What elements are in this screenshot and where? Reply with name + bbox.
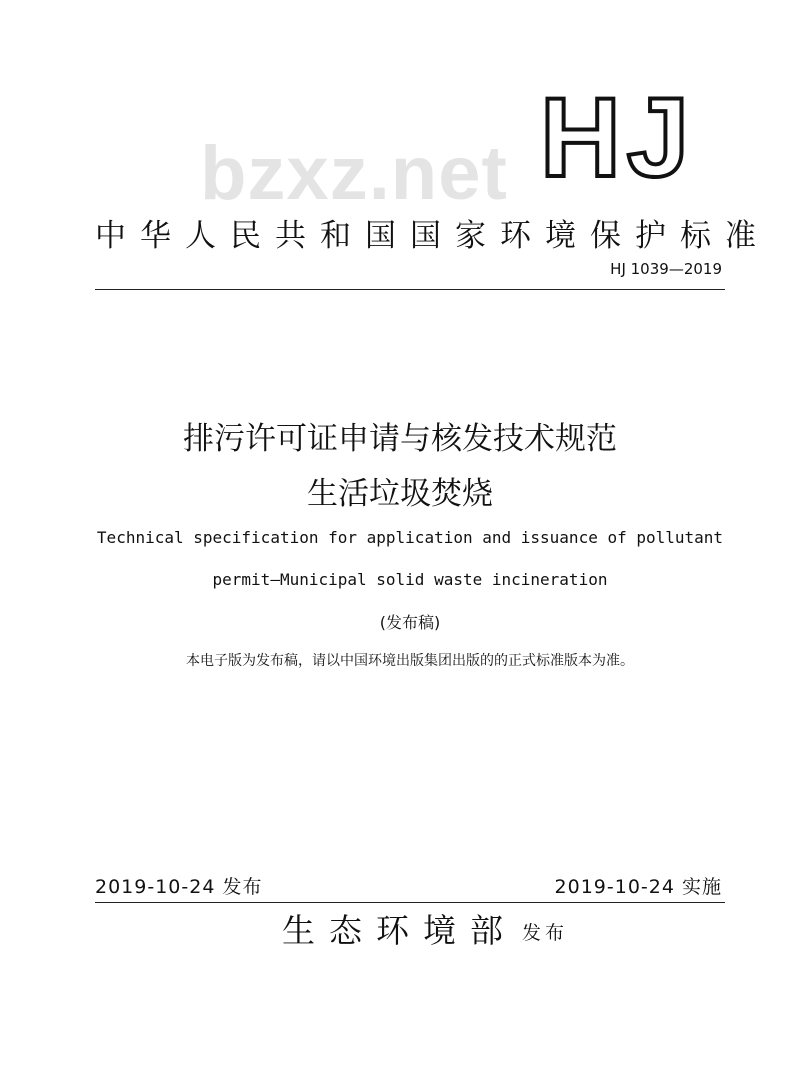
organization-title: 中华人民共和国国家环境保护标准 [95,218,770,254]
issue-date: 2019-10-24 发布 [95,876,263,898]
publisher-suffix: 发布 [522,922,569,944]
english-title-line2: permit—Municipal solid waste incineration [212,570,608,589]
document-title-line1: 排污许可证申请与核发技术规范 [183,421,617,457]
english-title-line1: Technical specification for application and issuance of pollutant [96,528,724,547]
hj-logo: HJ [540,75,696,200]
draft-label: (发布稿) [379,613,441,632]
watermark: bzxz.net [200,131,508,216]
header-divider [95,289,725,290]
document-title-line2: 生活垃圾焚烧 [307,476,493,512]
version-note: 本电子版为发布稿，请以中国环境出版集团出版的的正式标准版本为准。 [186,653,634,669]
implementation-date: 2019-10-24 实施 [554,876,722,898]
standard-code: HJ 1039—2019 [610,260,722,278]
footer-divider [95,902,725,903]
publisher-name: 生态环境部 [282,911,517,950]
